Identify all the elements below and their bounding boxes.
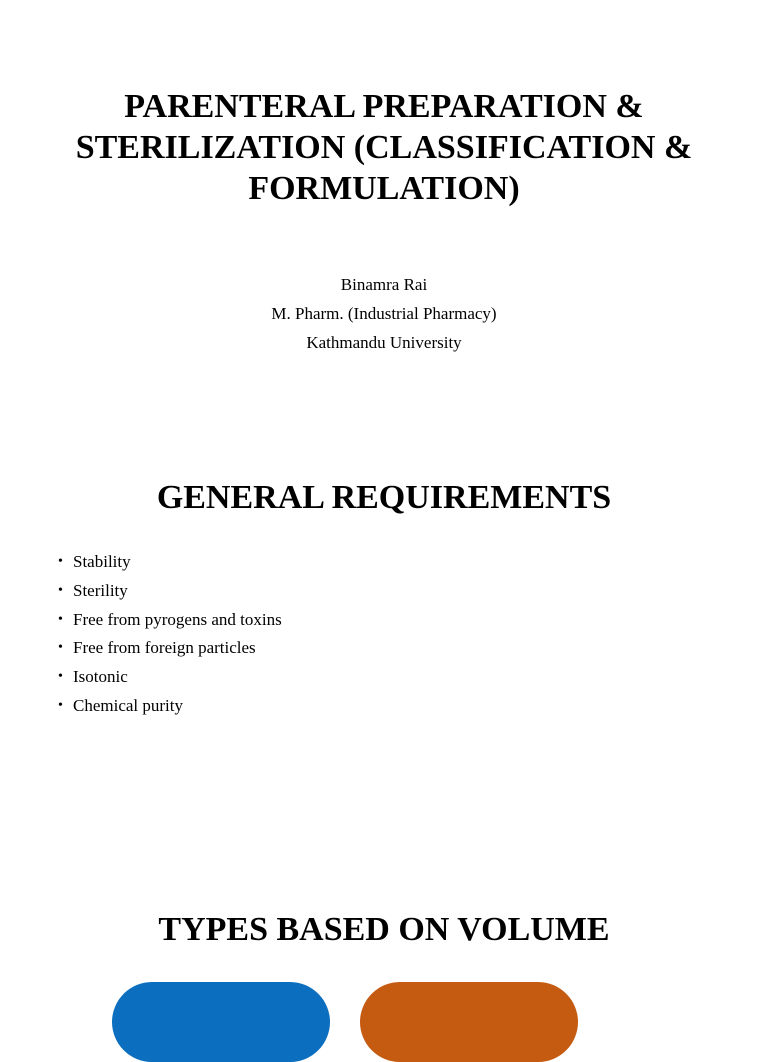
requirements-list bbox=[56, 548, 282, 721]
list-item-text: Sterility bbox=[73, 580, 128, 600]
author-block bbox=[0, 270, 768, 357]
bullet-icon: • bbox=[58, 554, 63, 569]
bullet-icon: • bbox=[58, 669, 63, 685]
list-item bbox=[56, 663, 282, 692]
volume-type-box-right bbox=[360, 982, 578, 1062]
title-line-3: FORMULATION) bbox=[248, 170, 520, 207]
list-item bbox=[56, 548, 282, 577]
author-institution: Kathmandu University bbox=[306, 333, 462, 352]
volume-type-box-left bbox=[112, 982, 330, 1062]
requirements-slide bbox=[0, 400, 768, 820]
list-item-text: Free from pyrogens and toxins bbox=[73, 609, 282, 629]
author-degree: M. Pharm. (Industrial Pharmacy) bbox=[271, 304, 497, 323]
list-item-text: Isotonic bbox=[73, 667, 128, 687]
types-slide bbox=[0, 820, 768, 1024]
list-item-text: Stability bbox=[73, 552, 131, 571]
list-item bbox=[56, 634, 282, 663]
bullet-icon: • bbox=[58, 611, 63, 627]
bullet-icon: • bbox=[58, 697, 63, 713]
list-item bbox=[56, 606, 282, 635]
list-item-text: Chemical purity bbox=[73, 695, 184, 715]
list-item-text: Free from foreign particles bbox=[73, 638, 256, 658]
bullet-icon: • bbox=[58, 582, 63, 598]
list-item bbox=[56, 692, 282, 721]
title-slide bbox=[0, 0, 768, 400]
types-heading: TYPES BASED ON VOLUME bbox=[158, 911, 610, 948]
bullet-icon: • bbox=[58, 640, 63, 656]
title-line-1: PARENTERAL PREPARATION & bbox=[124, 88, 644, 125]
author-name: Binamra Rai bbox=[340, 275, 428, 294]
main-title bbox=[30, 86, 738, 209]
list-item bbox=[56, 577, 282, 606]
title-line-2: STERILIZATION (CLASSIFICATION & bbox=[75, 129, 693, 166]
requirements-heading: GENERAL REQUIREMENTS bbox=[156, 479, 612, 516]
